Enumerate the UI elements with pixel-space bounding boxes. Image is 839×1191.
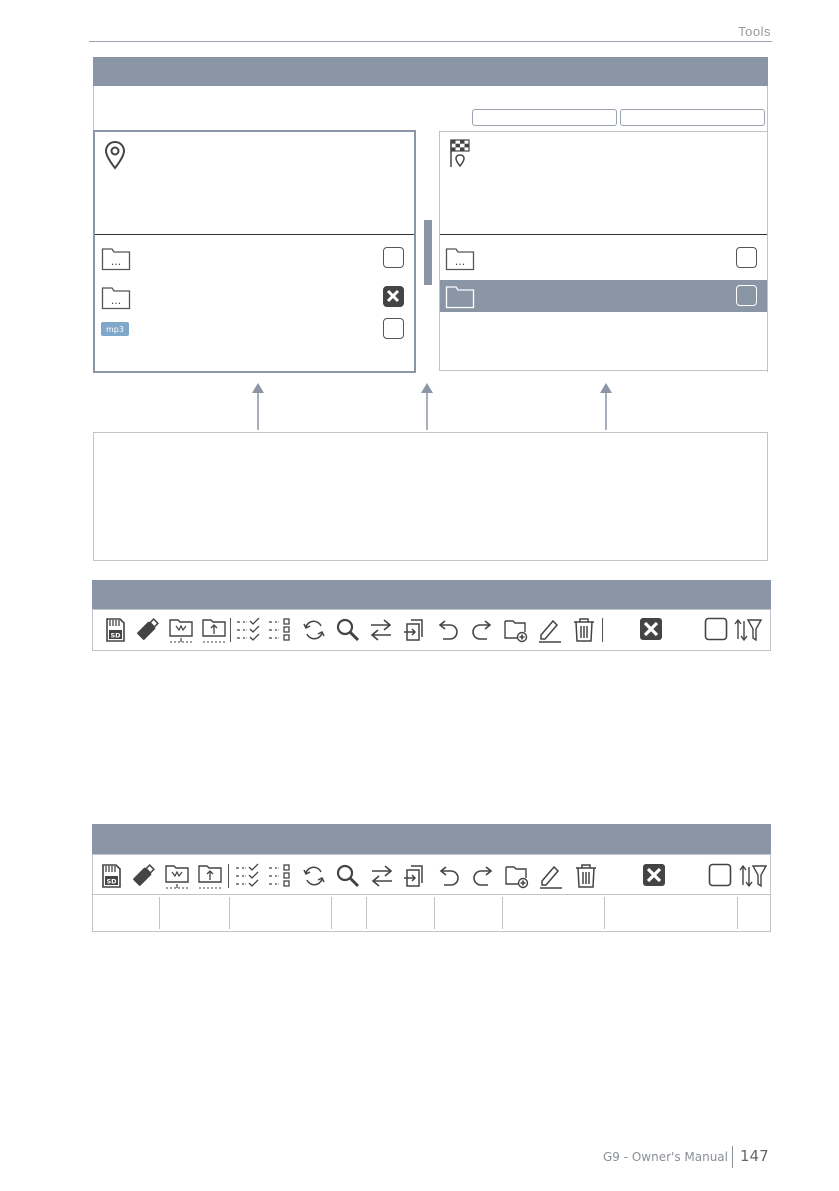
rename-icon[interactable] — [537, 617, 563, 647]
checkbox-checked-icon[interactable] — [639, 617, 663, 645]
item-checkbox[interactable] — [736, 285, 757, 306]
callout-box — [93, 432, 768, 561]
toolbar — [100, 615, 765, 645]
pane-split-handle[interactable] — [424, 220, 432, 285]
copy-move-icon[interactable] — [402, 863, 428, 893]
cell-divider — [737, 897, 738, 929]
pane-button-left[interactable] — [472, 109, 617, 126]
header-rule — [89, 41, 772, 42]
sort-filter-icon[interactable] — [739, 862, 767, 894]
sd-card-icon[interactable] — [99, 863, 123, 893]
usb-drive-icon[interactable] — [135, 616, 161, 646]
export-folder-icon[interactable] — [201, 616, 227, 648]
usb-drive-icon[interactable] — [131, 862, 157, 892]
list-item[interactable] — [96, 316, 413, 348]
mp3-file-icon: mp3 — [101, 322, 129, 336]
cell-divider — [331, 897, 332, 929]
item-checkbox-checked[interactable] — [383, 286, 404, 307]
sort-filter-icon[interactable] — [734, 616, 762, 648]
cell-divider — [159, 897, 160, 929]
redo-icon[interactable] — [470, 863, 496, 893]
item-checkbox[interactable] — [383, 318, 404, 339]
rename-icon[interactable] — [538, 863, 564, 893]
redo-icon[interactable] — [469, 617, 495, 647]
undo-icon[interactable] — [436, 863, 462, 893]
deselect-all-icon[interactable] — [267, 863, 293, 893]
search-icon[interactable] — [335, 863, 361, 893]
callout-arrows — [240, 380, 620, 432]
figure1-title-bar — [93, 57, 768, 86]
section-title: Tools — [738, 24, 771, 39]
checkbox-checked-icon[interactable] — [642, 863, 666, 891]
deselect-all-icon[interactable] — [267, 617, 293, 647]
list-item[interactable] — [440, 242, 767, 274]
folder-ellipsis-icon — [445, 245, 475, 275]
delete-icon[interactable] — [571, 617, 597, 647]
refresh-icon[interactable] — [301, 863, 327, 893]
checkered-flag-pin-icon — [449, 139, 471, 173]
svg-text:SD: SD — [106, 877, 117, 886]
select-all-icon[interactable] — [235, 617, 261, 647]
swap-icon[interactable] — [368, 617, 394, 647]
delete-icon[interactable] — [573, 863, 599, 893]
toolbar2 — [96, 861, 767, 891]
list-item[interactable] — [96, 242, 413, 274]
page-number: 147 — [740, 1147, 769, 1165]
svg-text:...: ... — [454, 255, 466, 268]
toolbar-separator — [602, 618, 603, 642]
footer-separator — [732, 1146, 733, 1168]
import-folder-icon[interactable] — [164, 862, 190, 894]
cell-divider — [366, 897, 367, 929]
cell-divider — [604, 897, 605, 929]
map-pin-icon — [104, 140, 126, 174]
right-pane-divider — [440, 234, 767, 235]
checkbox-empty-icon[interactable] — [708, 863, 732, 891]
import-folder-icon[interactable] — [168, 616, 194, 648]
cell-divider — [502, 897, 503, 929]
cell-divider — [229, 897, 230, 929]
folder-ellipsis-icon — [101, 245, 131, 275]
search-icon[interactable] — [335, 617, 361, 647]
toolbar-title-bar — [92, 580, 771, 609]
toolbar2-label-row — [93, 894, 770, 932]
folder-icon — [445, 283, 475, 313]
svg-text:...: ... — [110, 255, 122, 268]
item-checkbox[interactable] — [383, 247, 404, 268]
swap-icon[interactable] — [369, 863, 395, 893]
list-item-selected[interactable] — [440, 280, 767, 312]
svg-text:...: ... — [110, 294, 122, 307]
select-all-icon[interactable] — [234, 863, 260, 893]
copy-move-icon[interactable] — [402, 617, 428, 647]
item-checkbox[interactable] — [736, 247, 757, 268]
toolbar2-title-bar — [92, 824, 771, 854]
folder-ellipsis-icon — [101, 284, 131, 314]
svg-text:SD: SD — [110, 631, 121, 640]
list-item[interactable] — [96, 281, 413, 313]
toolbar-separator — [230, 618, 231, 642]
export-folder-icon[interactable] — [197, 862, 223, 894]
footer-manual-title: G9 - Owner's Manual — [602, 1150, 728, 1164]
left-pane-divider — [95, 234, 414, 235]
undo-icon[interactable] — [435, 617, 461, 647]
new-folder-icon[interactable] — [504, 863, 530, 893]
cell-divider — [434, 897, 435, 929]
new-folder-icon[interactable] — [503, 617, 529, 647]
checkbox-empty-icon[interactable] — [704, 617, 728, 645]
sd-card-icon[interactable] — [103, 617, 127, 647]
toolbar-separator — [228, 864, 229, 888]
refresh-icon[interactable] — [301, 617, 327, 647]
pane-button-right[interactable] — [620, 109, 765, 126]
